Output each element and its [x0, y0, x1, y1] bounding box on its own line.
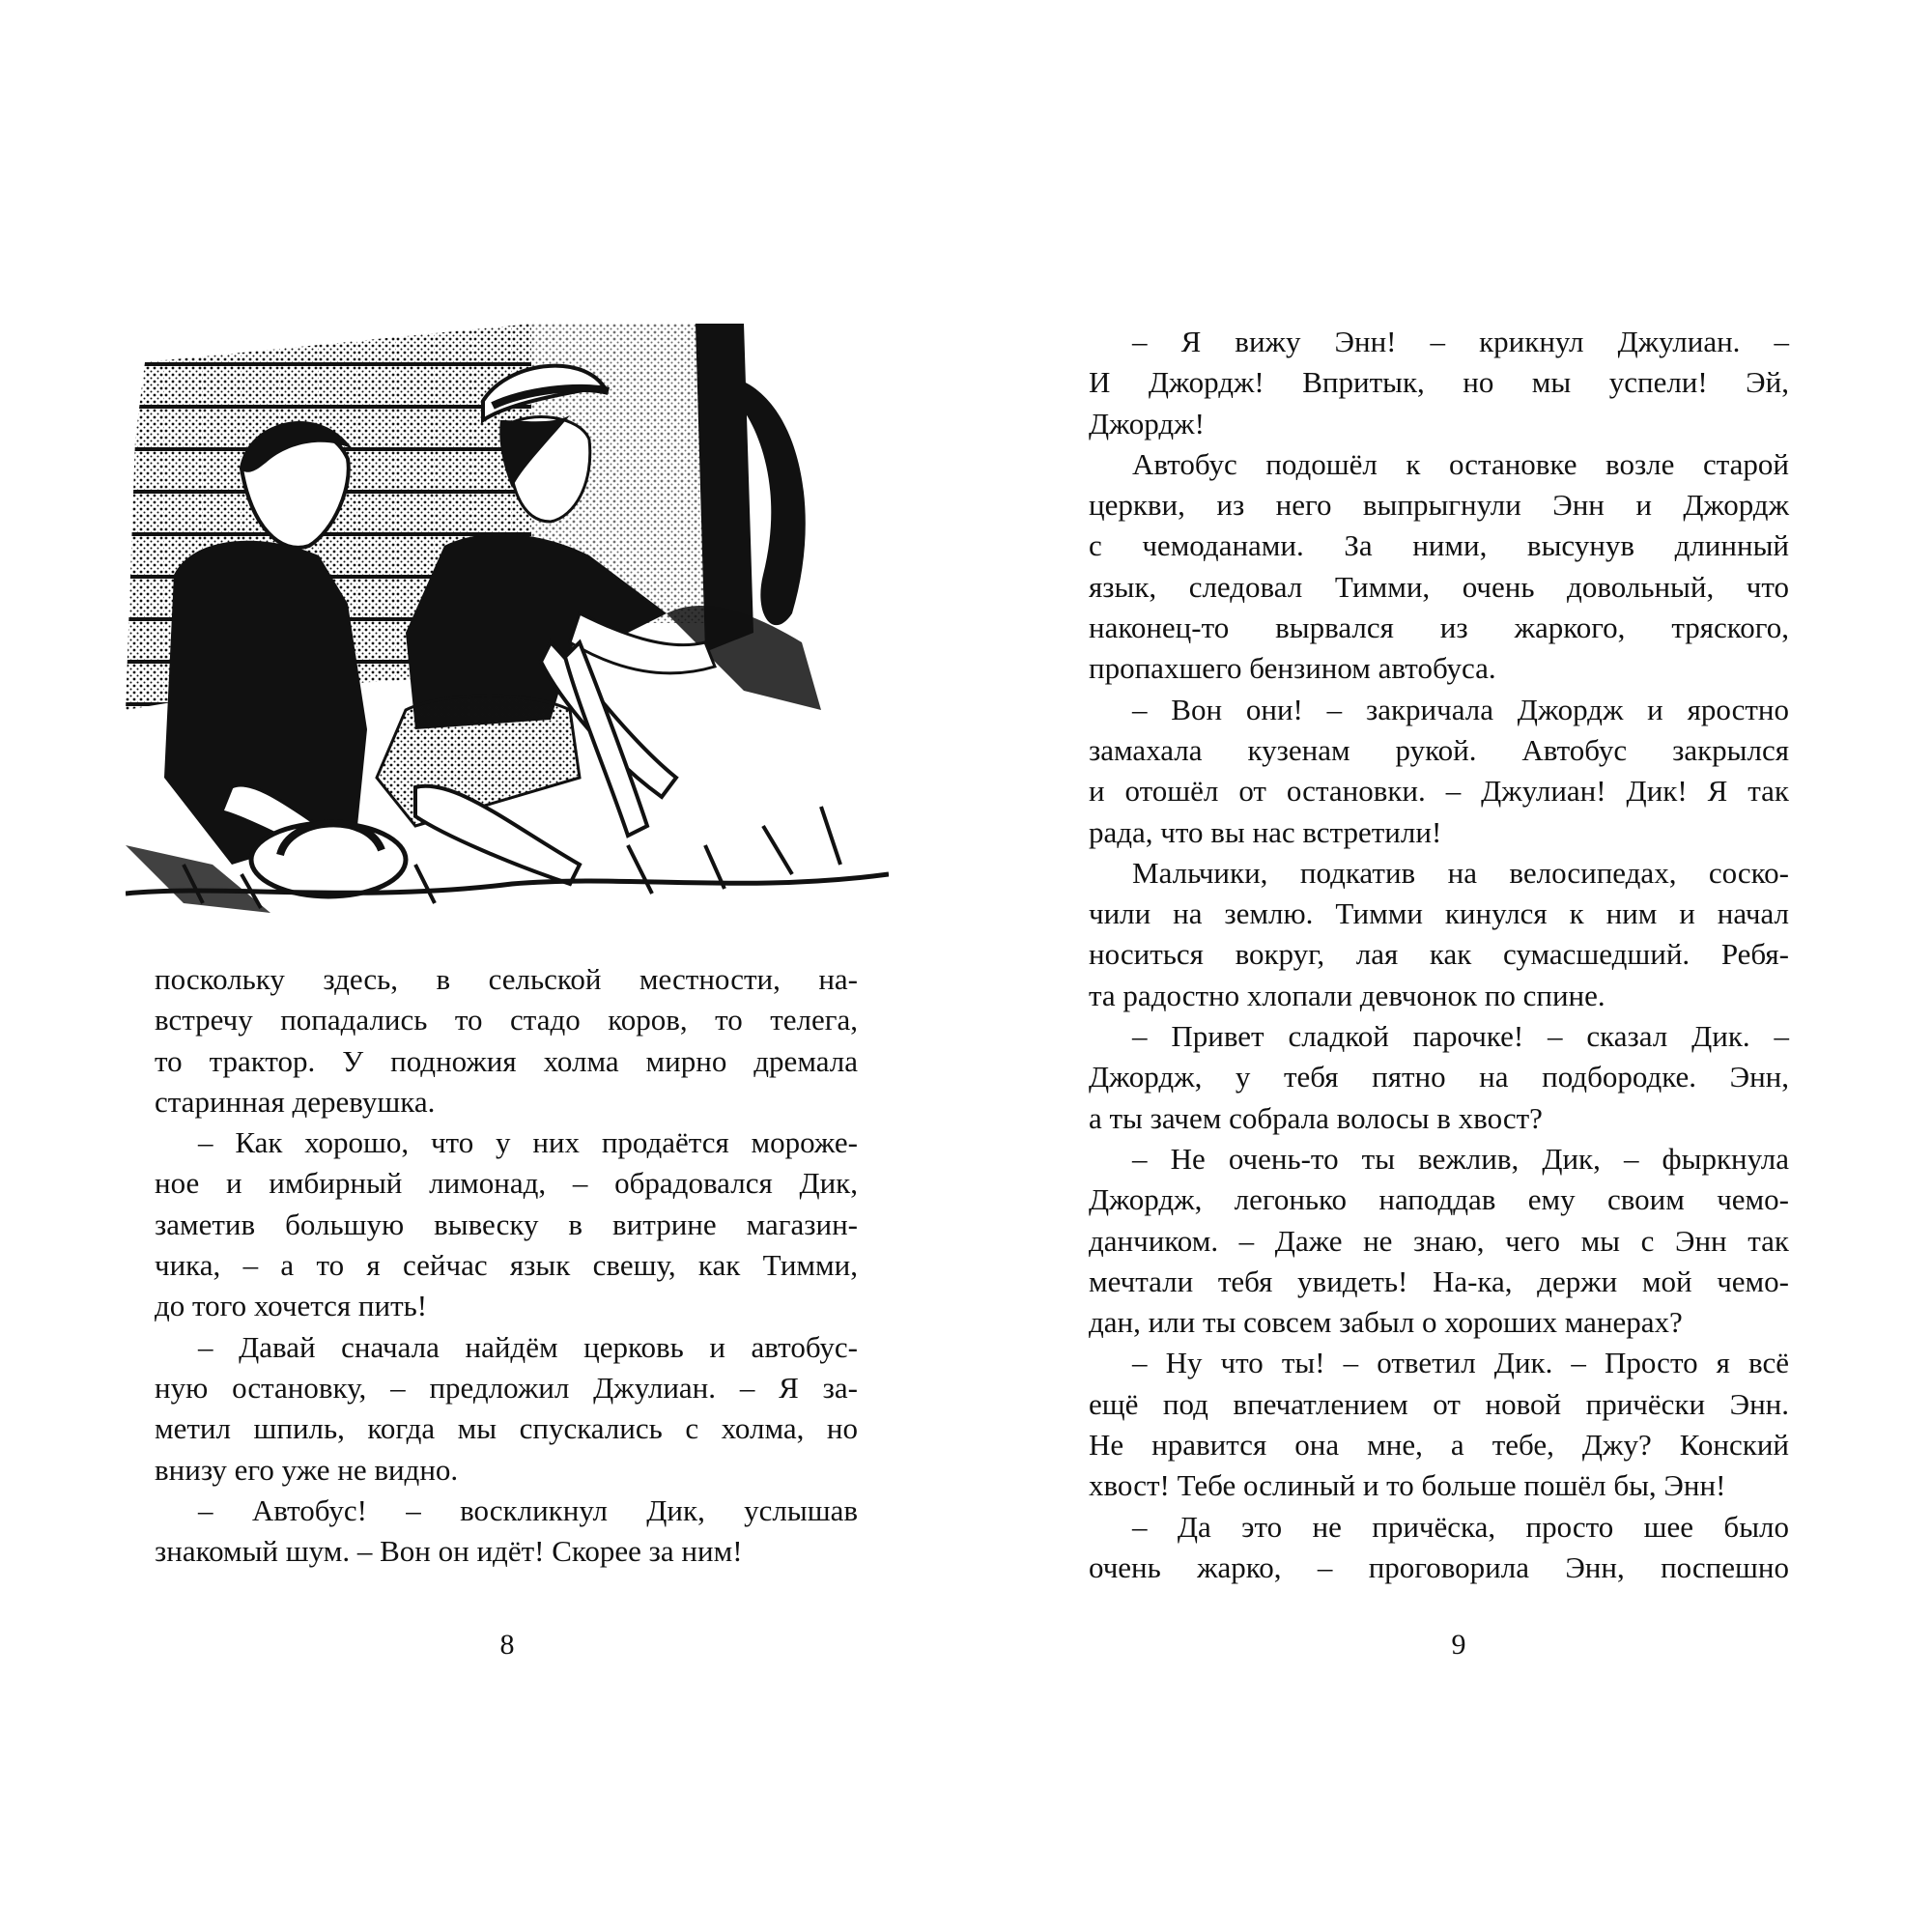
text-line: дан, или ты совсем забыл о хороших манерах? [1089, 1305, 1683, 1340]
text-line: язык, следовал Тимми, очень довольный, что [1089, 569, 1789, 604]
text-line: – Давай сначала найдём церковь и автобус- [198, 1329, 858, 1364]
text-line: старинная деревушка. [155, 1084, 436, 1119]
right-page-text [1089, 322, 1789, 1588]
text-line: ную остановку, – предложил Джулиан. – Я за- [155, 1370, 858, 1405]
illustration [126, 324, 889, 923]
text-line: – Привет сладкой парочке! – сказал Дик. – [1132, 1019, 1789, 1054]
text-line: до того хочется пить! [155, 1289, 428, 1323]
text-line: Джордж, легонько наподдав ему своим чемо- [1089, 1182, 1789, 1217]
illustration-drawing [126, 324, 889, 923]
text-line: заметив большую вывеску в витрине магазин- [155, 1207, 858, 1241]
text-line: – Ну что ты! – ответил Дик. – Просто я всё [1132, 1346, 1789, 1380]
text-line: мечтали тебя увидеть! На-ка, держи мой чемо- [1089, 1264, 1789, 1298]
text-line: – Не очень-то ты вежлив, Дик, – фыркнула [1132, 1141, 1789, 1176]
text-line: церкви, из него выпрыгнули Энн и Джордж [1089, 488, 1789, 523]
text-line: пропахшего бензином автобуса. [1089, 651, 1496, 686]
text-line: И Джордж! Впритык, но мы успели! Эй, [1089, 365, 1789, 400]
text-line: – Автобус! – воскликнул Дик, услышав [198, 1492, 858, 1527]
page-number-right: 9 [1451, 1629, 1466, 1661]
text-line: замахала кузенам рукой. Автобус закрылся [1089, 732, 1789, 767]
text-line: и отошёл от остановки. – Джулиан! Дик! Я так [1089, 774, 1789, 809]
text-line: а ты зачем собрала волосы в хвост? [1089, 1100, 1543, 1135]
text-line: с чемоданами. За ними, высунув длинный [1089, 528, 1789, 563]
text-line: встречу попадались то стадо коров, то телега, [155, 1003, 858, 1037]
text-line: внизу его уже не видно. [155, 1452, 459, 1487]
page-number-left: 8 [499, 1629, 515, 1661]
text-line: – Как хорошо, что у них продаётся мороже- [198, 1125, 858, 1160]
text-line: Мальчики, подкатив на велосипедах, соско- [1132, 855, 1789, 890]
text-line: чили на землю. Тимми кинулся к ним и начал [1089, 896, 1789, 931]
left-page-text [155, 959, 858, 1572]
text-line: Джордж! [1089, 406, 1205, 440]
text-line: метил шпиль, когда мы спускались с холма, но [155, 1411, 858, 1446]
text-line: данчиком. – Даже не знаю, чего мы с Энн так [1089, 1223, 1789, 1258]
text-line: хвост! Тебе ослиный и то больше пошёл бы, Энн! [1089, 1468, 1726, 1503]
text-line: знакомый шум. – Вон он идёт! Скорее за ним! [155, 1534, 743, 1569]
text-line: ещё под впечатлением от новой причёски Энн. [1089, 1386, 1789, 1421]
text-line: поскольку здесь, в сельской местности, на- [155, 962, 858, 996]
right-page [966, 0, 1932, 1932]
text-line: наконец-то вырвался из жаркого, тряского, [1089, 611, 1789, 645]
text-line: Не нравится она мне, а тебе, Джу? Конский [1089, 1428, 1789, 1463]
text-line: носиться вокруг, лая как сумасшедший. Ребя- [1089, 937, 1789, 972]
text-line: чика, – а то я сейчас язык свешу, как Тимми, [155, 1248, 858, 1283]
text-line: – Да это не причёска, просто шее было [1132, 1509, 1789, 1544]
text-line: ное и имбирный лимонад, – обрадовался Дик, [155, 1166, 858, 1201]
text-line: – Вон они! – закричала Джордж и яростно [1132, 692, 1789, 726]
text-line: та радостно хлопали девчонок по спине. [1089, 978, 1605, 1012]
text-line: очень жарко, – проговорила Энн, поспешно [1089, 1549, 1789, 1584]
text-line: Автобус подошёл к остановке возле старой [1132, 446, 1789, 481]
text-line: рада, что вы нас встретили! [1089, 814, 1442, 849]
text-line: Джордж, у тебя пятно на подбородке. Энн, [1089, 1060, 1789, 1094]
text-line: – Я вижу Энн! – крикнул Джулиан. – [1132, 325, 1789, 358]
text-line: то трактор. У подножия холма мирно дремала [155, 1043, 858, 1078]
